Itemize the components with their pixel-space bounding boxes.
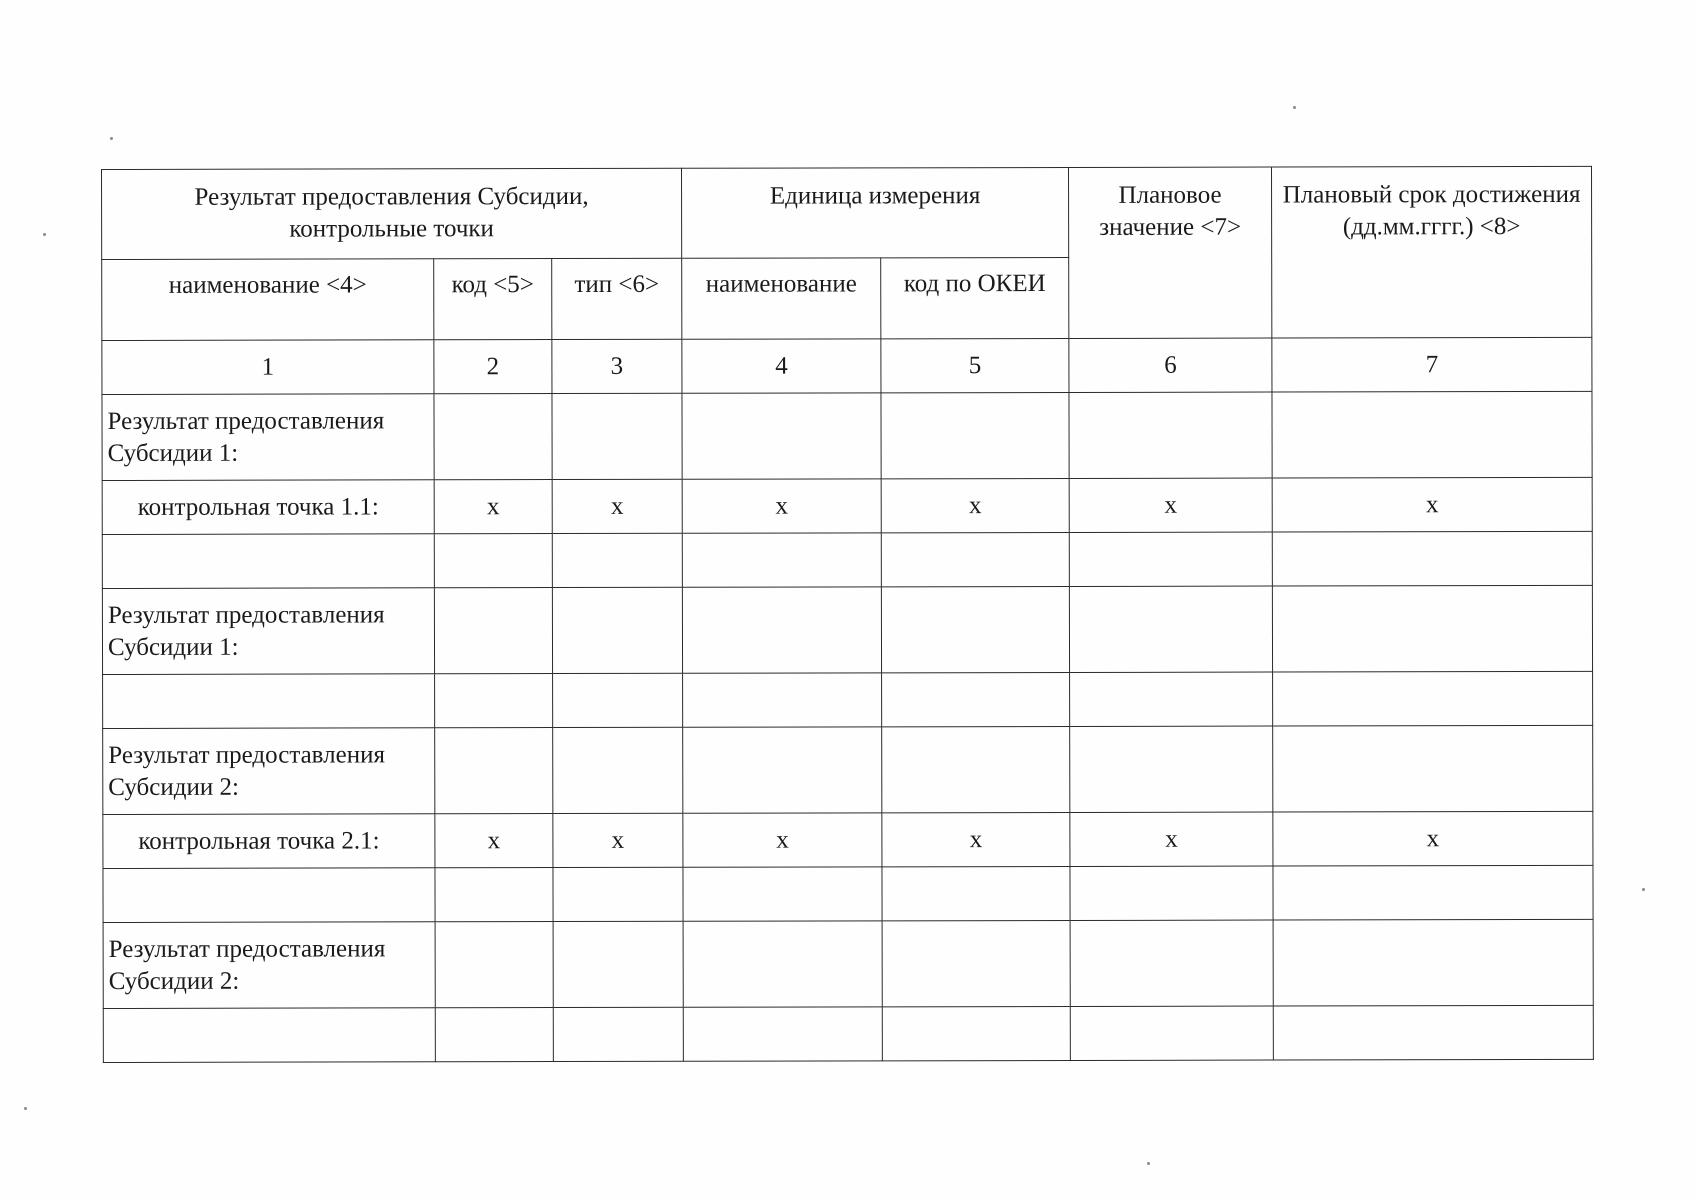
header-planned-value-text: Плановое значение <7> <box>1099 181 1242 241</box>
empty-cell <box>683 921 882 1007</box>
table-row-empty <box>103 865 1593 922</box>
column-number: 5 <box>881 338 1069 392</box>
column-number-row <box>102 337 1592 394</box>
empty-cell <box>435 1008 553 1062</box>
table-row-empty <box>103 671 1593 728</box>
not-applicable-mark: x <box>1069 478 1272 532</box>
empty-cell <box>881 392 1069 478</box>
empty-cell <box>1273 671 1593 726</box>
column-number: 2 <box>434 340 552 394</box>
column-number: 6 <box>1069 338 1272 392</box>
table-row-checkpoint <box>103 811 1593 868</box>
header-unit-name-text: наименование <box>705 270 857 298</box>
empty-cell <box>553 673 683 727</box>
empty-cell <box>552 533 682 587</box>
header-unit-name <box>682 258 881 339</box>
result-label-line: Субсидии 1: <box>107 439 239 467</box>
result-label-line: Субсидии 2: <box>108 967 240 995</box>
table-row-result <box>103 919 1593 1008</box>
empty-cell <box>103 674 435 729</box>
empty-cell <box>1070 920 1273 1006</box>
scan-speck <box>1293 106 1296 109</box>
not-applicable-mark: x <box>1070 812 1273 866</box>
header-type <box>552 258 682 339</box>
empty-cell <box>1070 672 1273 726</box>
result-label-cell <box>103 922 435 1009</box>
column-number: 7 <box>1272 337 1592 392</box>
not-applicable-mark: x <box>882 812 1070 866</box>
empty-cell <box>683 727 882 813</box>
empty-cell <box>103 868 435 923</box>
header-unit-group-text: Единица измерения <box>769 182 981 210</box>
empty-cell <box>882 1006 1070 1060</box>
not-applicable-mark: x <box>553 813 683 867</box>
result-label-line: Результат предоставления <box>107 600 385 629</box>
empty-cell <box>1272 391 1592 478</box>
empty-cell <box>1069 392 1272 478</box>
header-unit-group <box>682 167 1069 258</box>
empty-cell <box>882 726 1070 812</box>
result-label-cell <box>103 728 435 815</box>
empty-cell <box>881 532 1069 586</box>
empty-cell <box>682 587 881 673</box>
result-label-line: Субсидии 1: <box>107 633 239 661</box>
result-label-line: Субсидии 2: <box>108 773 239 801</box>
header-result-group <box>102 168 682 259</box>
checkpoint-label: контрольная точка 2.1: <box>103 814 435 869</box>
empty-cell <box>882 866 1070 920</box>
scan-speck <box>110 137 113 140</box>
table-row-result <box>102 585 1592 674</box>
header-row-groups <box>102 166 1592 259</box>
column-number: 1 <box>102 340 434 395</box>
empty-cell <box>435 728 553 814</box>
empty-cell <box>1272 531 1592 586</box>
column-number: 4 <box>682 339 881 393</box>
scan-speck <box>24 1107 27 1110</box>
empty-cell <box>1070 1006 1273 1060</box>
empty-cell <box>1069 586 1272 672</box>
checkpoint-label: контрольная точка 1.1: <box>102 480 434 535</box>
header-code <box>434 259 552 340</box>
empty-cell <box>435 868 553 922</box>
empty-cell <box>683 867 882 921</box>
not-applicable-mark: x <box>552 479 682 533</box>
column-number: 3 <box>552 339 682 393</box>
scan-speck <box>1642 888 1645 891</box>
header-planned-date <box>1272 166 1592 338</box>
empty-cell <box>682 393 881 479</box>
not-applicable-mark: x <box>683 813 882 867</box>
empty-cell <box>553 1007 683 1061</box>
header-name-text: наименование <4> <box>168 271 367 299</box>
header-code-text: код <5> <box>451 271 534 299</box>
header-okei-code <box>881 257 1069 338</box>
empty-cell <box>553 867 683 921</box>
empty-cell <box>1273 919 1593 1006</box>
header-type-text: тип <6> <box>574 270 660 299</box>
empty-cell <box>434 394 552 480</box>
empty-cell <box>552 393 682 479</box>
empty-cell <box>881 586 1069 672</box>
result-label-line: Результат предоставления <box>108 740 385 769</box>
empty-cell <box>552 587 682 673</box>
scan-speck <box>43 233 46 236</box>
table-row-result <box>102 391 1592 480</box>
table-row-result <box>103 725 1593 814</box>
result-label-line: Результат предоставления <box>107 406 385 435</box>
empty-cell <box>435 922 553 1008</box>
empty-cell <box>1069 532 1272 586</box>
empty-cell <box>683 673 882 727</box>
empty-cell <box>882 672 1070 726</box>
header-planned-value <box>1069 167 1272 338</box>
result-label-line: Результат предоставления <box>108 934 386 963</box>
header-result-group-text: Результат предоставления Субсидии, контрольные точки <box>194 182 589 243</box>
empty-cell <box>434 534 552 588</box>
empty-cell <box>1272 585 1592 672</box>
empty-cell <box>1273 865 1593 920</box>
not-applicable-mark: x <box>881 478 1069 532</box>
table-row-empty <box>103 1005 1593 1062</box>
empty-cell <box>434 588 552 674</box>
not-applicable-mark: x <box>1273 811 1593 866</box>
result-label-cell <box>102 394 434 481</box>
result-label-cell <box>102 588 434 675</box>
table-row-empty <box>102 531 1592 588</box>
empty-cell <box>683 1007 882 1061</box>
empty-cell <box>882 920 1070 1006</box>
empty-cell <box>103 1008 435 1063</box>
empty-cell <box>553 921 683 1007</box>
not-applicable-mark: x <box>434 480 552 534</box>
scan-speck <box>1147 1162 1150 1165</box>
header-name <box>102 259 434 341</box>
empty-cell <box>1273 1005 1593 1060</box>
empty-cell <box>1070 726 1273 812</box>
empty-cell <box>435 674 553 728</box>
empty-cell <box>1273 725 1593 812</box>
table-row-checkpoint <box>102 477 1592 534</box>
not-applicable-mark: x <box>435 814 553 868</box>
header-okei-code-text: код по ОКЕИ <box>903 270 1046 298</box>
empty-cell <box>1070 866 1273 920</box>
empty-cell <box>102 534 434 589</box>
not-applicable-mark: x <box>682 479 881 533</box>
empty-cell <box>682 533 881 587</box>
not-applicable-mark: x <box>1272 477 1592 532</box>
header-planned-date-text: Плановый срок достижения (дд.мм.гггг.) <8> <box>1282 180 1581 241</box>
subsidy-results-table <box>101 166 1594 1063</box>
empty-cell <box>553 727 683 813</box>
